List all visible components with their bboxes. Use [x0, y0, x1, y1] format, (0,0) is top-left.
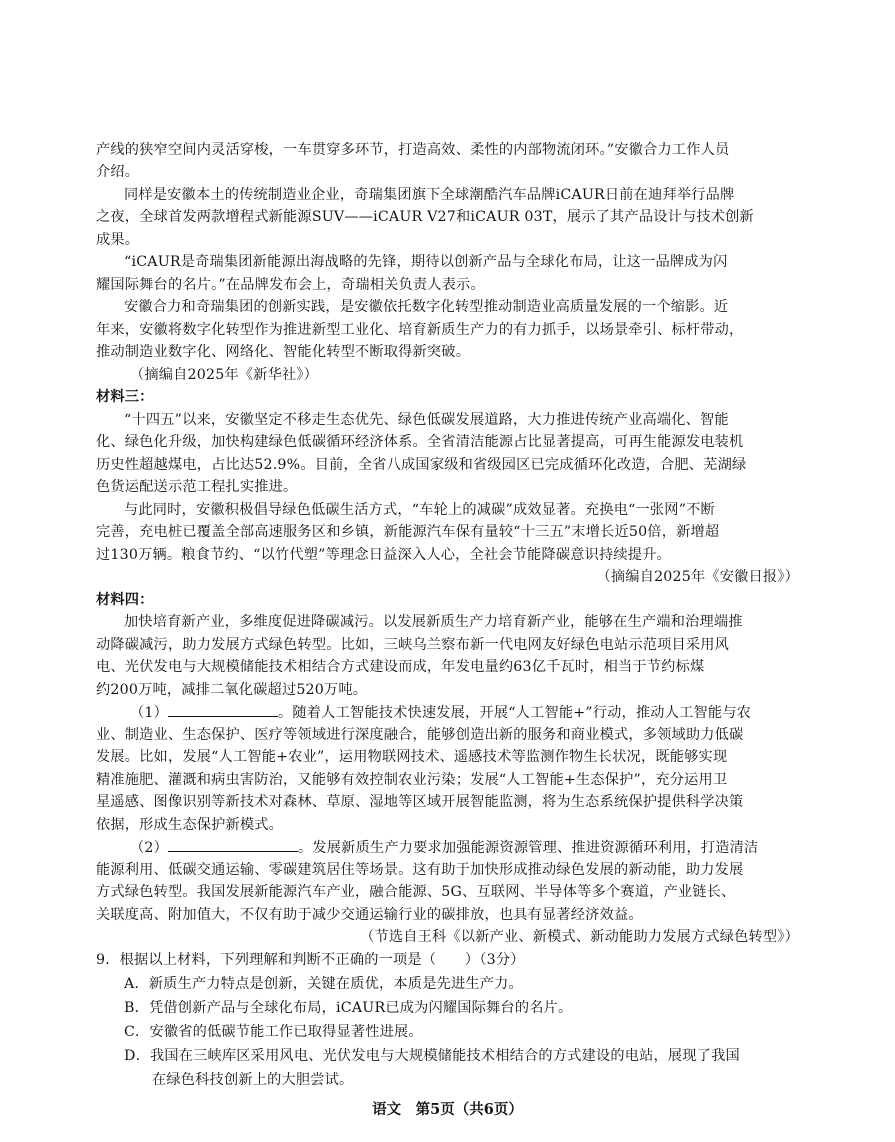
- paragraph-line: 年来，安徽将数字化转型作为推进新型工业化、培育新质生产力的有力抓手，以场景牵引、标杆带动，: [96, 322, 744, 338]
- option-d-continuation: 在绿色科技创新上的大胆尝试。: [152, 1072, 354, 1088]
- paragraph-line: 业、制造业、生态保护、医疗等领域进行深度融合，能够创造出新的服务和商业模式，多领域助力低碳: [96, 727, 744, 743]
- blank-line-text: 。发展新质生产力要求加强能源资源管理、推进资源循环利用，打造清洁: [298, 840, 759, 856]
- source-citation: （摘编自2025年《安徽日报》）: [596, 569, 799, 585]
- paragraph-line: “iCAUR是奇瑞集团新能源出海战略的先锋，期待以创新产品与全球化布局，让这一品牌成为闪: [124, 254, 728, 270]
- fill-blank-line: [130, 837, 758, 858]
- paragraph-line: 星遥感、图像识别等新技术对森林、草原、湿地等区域开展智能监测，将为生态系统保护提供科学决策: [96, 794, 744, 810]
- material-heading: 材料三：: [96, 389, 154, 405]
- paragraph-line: 加快培育新产业，多维度促进降碳减污。以发展新质生产力培育新产业，能够在生产端和治理端推: [124, 614, 743, 630]
- paragraph-line: 推动制造业数字化、网络化、智能化转型不断取得新突破。: [96, 344, 471, 360]
- paragraph-line: 发展。比如，发展“人工智能+农业”，运用物联网技术、遥感技术等监测作物生长状况，既能够实现: [96, 749, 728, 765]
- paragraph-line: 方式绿色转型。我国发展新能源汽车产业，融合能源、5G、互联网、半导体等多个赛道，产业链长、: [96, 884, 736, 900]
- paragraph-line: 化、绿色化升级，加快构建绿色低碳循环经济体系。全省清洁能源占比显著提高，可再生能源发电装机: [96, 434, 744, 450]
- source-citation: （摘编自2025年《新华社》）: [130, 367, 319, 383]
- answer-blank[interactable]: [168, 837, 298, 852]
- paragraph-line: 耀国际舞台的名片。”在品牌发布会上，奇瑞相关负责人表示。: [96, 277, 485, 293]
- question-stem: 9．根据以上材料，下列理解和判断不正确的一项是（ ）（3分）: [96, 952, 525, 968]
- page-footer: 语文 第5页（共6页）: [372, 1101, 523, 1118]
- paragraph-line: 约200万吨，减排二氧化碳超过520万吨。: [96, 682, 368, 698]
- blank-line-text: 。随着人工智能技术快速发展，开展“人工智能+”行动，推动人工智能与农: [278, 705, 752, 721]
- paragraph-line: 能源利用、低碳交通运输、零碳建筑居住等场景。这有助于加快形成推动绿色发展的新动能，助力发展: [96, 862, 744, 878]
- paragraph-line: 安徽合力和奇瑞集团的创新实践，是安徽依托数字化转型推动制造业高质量发展的一个缩影。近: [124, 299, 729, 315]
- paragraph-line: 介绍。: [96, 164, 140, 180]
- option-d[interactable]: D．我国在三峡库区采用风电、光伏发电与大规模储能技术相结合的方式建设的电站，展现了我国: [124, 1048, 740, 1064]
- paragraph-line: 关联度高、附加值大，不仅有助于减少交通运输行业的碳排放，也具有显著经济效益。: [96, 907, 643, 923]
- paragraph-line: 精准施肥、灌溉和病虫害防治，又能够有效控制农业污染；发展“人工智能+生态保护”，充分运用卫: [96, 772, 728, 788]
- paragraph-line: 历史性超越煤电，占比达52.9%。目前，全省八成国家级和省级园区已完成循环化改造，合肥、芜湖绿: [96, 457, 747, 473]
- paragraph-line: 依据，形成生态保护新模式。: [96, 817, 284, 833]
- paragraph-line: 完善，充电桩已覆盖全部高速服务区和乡镇，新能源汽车保有量较“十三五”末增长近50倍，新增超: [96, 524, 720, 540]
- paragraph-line: 与此同时，安徽积极倡导绿色低碳生活方式，“车轮上的减碳”成效显著。充换电“一张网”不断: [124, 502, 715, 518]
- option-c[interactable]: C．安徽省的低碳节能工作已取得显著性进展。: [124, 1024, 423, 1040]
- option-a[interactable]: A．新质生产力特点是创新，关键在质优，本质是先进生产力。: [124, 976, 523, 992]
- material-heading: 材料四：: [96, 592, 154, 608]
- paragraph-line: 色货运配送示范工程扎实推进。: [96, 479, 298, 495]
- blank-number: （2）: [130, 840, 169, 856]
- fill-blank-line: [130, 702, 751, 723]
- paragraph-line: “十四五”以来，安徽坚定不移走生态优先、绿色低碳发展道路，大力推进传统产业高端化、智能: [124, 412, 729, 428]
- paragraph-line: 同样是安徽本土的传统制造业企业，奇瑞集团旗下全球潮酷汽车品牌iCAUR日前在迪拜举行品牌: [124, 187, 735, 203]
- option-b[interactable]: B．凭借创新产品与全球化布局，iCAUR已成为闪耀国际舞台的名片。: [124, 1000, 573, 1016]
- blank-number: （1）: [130, 705, 169, 721]
- paragraph-line: 电、光伏发电与大规模储能技术相结合方式建设而成，年发电量约63亿千瓦时，相当于节约标煤: [96, 659, 705, 675]
- paragraph-line: 产线的狭窄空间内灵活穿梭，一车贯穿多环节，打造高效、柔性的内部物流闭环。”安徽合力工作人员: [96, 142, 730, 158]
- paragraph-line: 过130万辆。粮食节约、“以竹代塑”等理念日益深入人心，全社会节能降碳意识持续提升。: [96, 547, 671, 563]
- answer-blank[interactable]: [168, 702, 278, 717]
- paragraph-line: 动降碳减污，助力发展方式绿色转型。比如，三峡乌兰察布新一代电网友好绿色电站示范项目采用风: [96, 637, 730, 653]
- paragraph-line: 成果。: [96, 232, 140, 248]
- paragraph-line: 之夜，全球首发两款增程式新能源SUV——iCAUR V27和iCAUR 03T，展示了其产品设计与技术创新: [96, 209, 754, 225]
- source-citation: （节选自王科《以新产业、新模式、新动能助力发展方式绿色转型》）: [360, 929, 799, 945]
